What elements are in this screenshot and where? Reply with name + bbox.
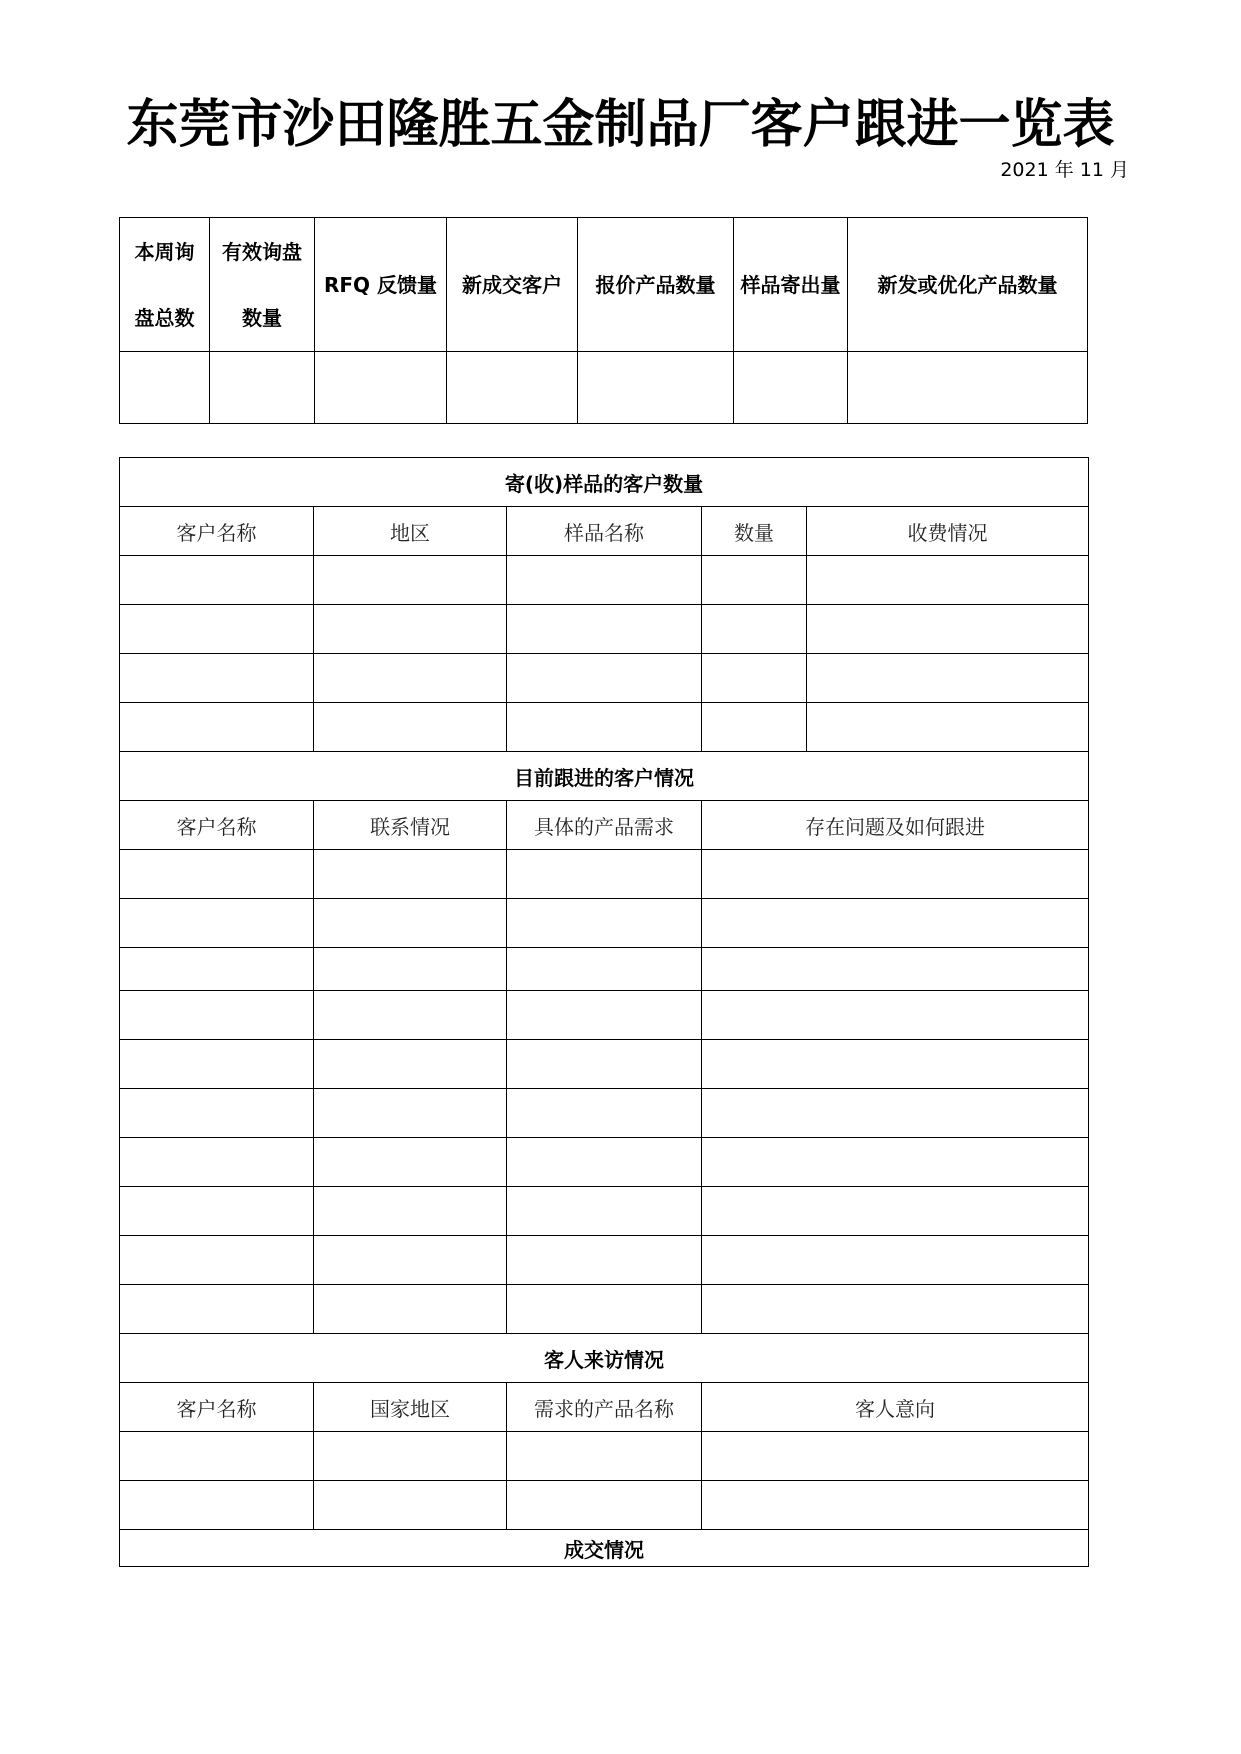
column-header: 需求的产品名称	[507, 1383, 702, 1432]
input-cell[interactable]	[120, 850, 314, 899]
input-cell[interactable]	[314, 948, 507, 991]
table-row	[120, 1285, 1089, 1334]
input-cell[interactable]	[120, 654, 314, 703]
input-cell[interactable]	[702, 1187, 1089, 1236]
input-cell[interactable]	[314, 850, 507, 899]
header-weekly-inquiries: 本周询 盘总数	[120, 218, 210, 352]
header-valid-inquiries: 有效询盘 数量	[210, 218, 315, 352]
summary-table	[119, 217, 1088, 424]
input-cell[interactable]	[314, 1236, 507, 1285]
input-cell[interactable]	[507, 703, 702, 752]
input-cell[interactable]	[314, 1138, 507, 1187]
input-cell[interactable]	[702, 556, 807, 605]
input-cell[interactable]	[702, 991, 1089, 1040]
input-cell[interactable]	[702, 703, 807, 752]
header-quoted-products: 报价产品数量	[578, 218, 734, 352]
column-header: 客户名称	[120, 801, 314, 850]
input-cell[interactable]	[507, 1285, 702, 1334]
table-row	[120, 1187, 1089, 1236]
column-header: 客人意向	[702, 1383, 1089, 1432]
input-cell[interactable]	[702, 850, 1089, 899]
input-cell[interactable]	[120, 1285, 314, 1334]
input-cell[interactable]	[120, 991, 314, 1040]
input-cell[interactable]	[507, 1236, 702, 1285]
column-header: 存在问题及如何跟进	[702, 801, 1089, 850]
visits-header-row	[120, 1383, 1089, 1432]
input-cell[interactable]	[702, 948, 1089, 991]
input-cell[interactable]	[702, 654, 807, 703]
input-cell[interactable]	[702, 1040, 1089, 1089]
column-header: 数量	[702, 507, 807, 556]
input-cell[interactable]	[507, 991, 702, 1040]
input-cell[interactable]	[507, 850, 702, 899]
input-cell[interactable]	[314, 899, 507, 948]
input-cell[interactable]	[315, 352, 447, 424]
input-cell[interactable]	[314, 605, 507, 654]
page-title: 东莞市沙田隆胜五金制品厂客户跟进一览表	[126, 94, 1115, 155]
table-row	[120, 605, 1089, 654]
input-cell[interactable]	[507, 1138, 702, 1187]
input-cell[interactable]	[702, 1481, 1089, 1530]
table-row	[120, 1236, 1089, 1285]
input-cell[interactable]	[507, 605, 702, 654]
input-cell[interactable]	[507, 1481, 702, 1530]
input-cell[interactable]	[120, 948, 314, 991]
input-cell[interactable]	[314, 991, 507, 1040]
table-row	[120, 703, 1089, 752]
input-cell[interactable]	[807, 654, 1089, 703]
input-cell[interactable]	[734, 352, 848, 424]
section-deals-title: 成交情况	[120, 1530, 1089, 1567]
column-header: 样品名称	[507, 507, 702, 556]
input-cell[interactable]	[314, 1481, 507, 1530]
input-cell[interactable]	[807, 703, 1089, 752]
header-new-customers: 新成交客户	[447, 218, 578, 352]
followup-header-row	[120, 801, 1089, 850]
table-row	[120, 899, 1089, 948]
input-cell[interactable]	[120, 1138, 314, 1187]
input-cell[interactable]	[507, 1187, 702, 1236]
column-header: 国家地区	[314, 1383, 507, 1432]
input-cell[interactable]	[314, 703, 507, 752]
input-cell[interactable]	[702, 605, 807, 654]
input-cell[interactable]	[120, 1089, 314, 1138]
table-row	[120, 654, 1089, 703]
column-header: 联系情况	[314, 801, 507, 850]
input-cell[interactable]	[314, 1040, 507, 1089]
column-header: 客户名称	[120, 1383, 314, 1432]
input-cell[interactable]	[120, 1187, 314, 1236]
input-cell[interactable]	[314, 1187, 507, 1236]
report-date: 2021 年 11 月	[1000, 159, 1129, 181]
input-cell[interactable]	[848, 352, 1088, 424]
header-samples-sent: 样品寄出量	[734, 218, 848, 352]
input-cell[interactable]	[120, 1481, 314, 1530]
column-header: 地区	[314, 507, 507, 556]
input-cell[interactable]	[314, 654, 507, 703]
input-cell[interactable]	[807, 556, 1089, 605]
samples-header-row	[120, 507, 1089, 556]
input-cell[interactable]	[507, 556, 702, 605]
table-row	[120, 556, 1089, 605]
header-rfq-feedback: RFQ 反馈量	[315, 218, 447, 352]
input-cell[interactable]	[120, 899, 314, 948]
input-cell[interactable]	[807, 605, 1089, 654]
input-cell[interactable]	[120, 352, 210, 424]
input-cell[interactable]	[120, 605, 314, 654]
input-cell[interactable]	[314, 1285, 507, 1334]
section-samples-title: 寄(收)样品的客户数量	[120, 458, 1089, 507]
table-row	[120, 948, 1089, 991]
summary-input-row	[120, 352, 1088, 424]
input-cell[interactable]	[507, 1089, 702, 1138]
input-cell[interactable]	[120, 1040, 314, 1089]
input-cell[interactable]	[702, 1432, 1089, 1481]
column-header: 收费情况	[807, 507, 1089, 556]
input-cell[interactable]	[702, 899, 1089, 948]
input-cell[interactable]	[507, 948, 702, 991]
section-followup-title: 目前跟进的客户情况	[120, 752, 1089, 801]
input-cell[interactable]	[507, 1432, 702, 1481]
input-cell[interactable]	[314, 556, 507, 605]
customer-tracking-table	[119, 457, 1089, 1567]
input-cell[interactable]	[120, 1236, 314, 1285]
input-cell[interactable]	[702, 1089, 1089, 1138]
input-cell[interactable]	[314, 1432, 507, 1481]
table-row	[120, 1040, 1089, 1089]
column-header: 客户名称	[120, 507, 314, 556]
input-cell[interactable]	[120, 1432, 314, 1481]
input-cell[interactable]	[578, 352, 734, 424]
input-cell[interactable]	[120, 703, 314, 752]
section-visits-title: 客人来访情况	[120, 1334, 1089, 1383]
input-cell[interactable]	[314, 1089, 507, 1138]
input-cell[interactable]	[702, 1236, 1089, 1285]
input-cell[interactable]	[702, 1285, 1089, 1334]
input-cell[interactable]	[210, 352, 315, 424]
input-cell[interactable]	[507, 654, 702, 703]
table-row	[120, 991, 1089, 1040]
input-cell[interactable]	[702, 1138, 1089, 1187]
table-row	[120, 1089, 1089, 1138]
input-cell[interactable]	[507, 899, 702, 948]
input-cell[interactable]	[447, 352, 578, 424]
column-header: 具体的产品需求	[507, 801, 702, 850]
header-new-products: 新发或优化产品数量	[848, 218, 1088, 352]
table-row	[120, 1138, 1089, 1187]
table-row	[120, 850, 1089, 899]
input-cell[interactable]	[507, 1040, 702, 1089]
summary-header-row	[120, 218, 1088, 352]
table-row	[120, 1481, 1089, 1530]
input-cell[interactable]	[120, 556, 314, 605]
table-row	[120, 1432, 1089, 1481]
